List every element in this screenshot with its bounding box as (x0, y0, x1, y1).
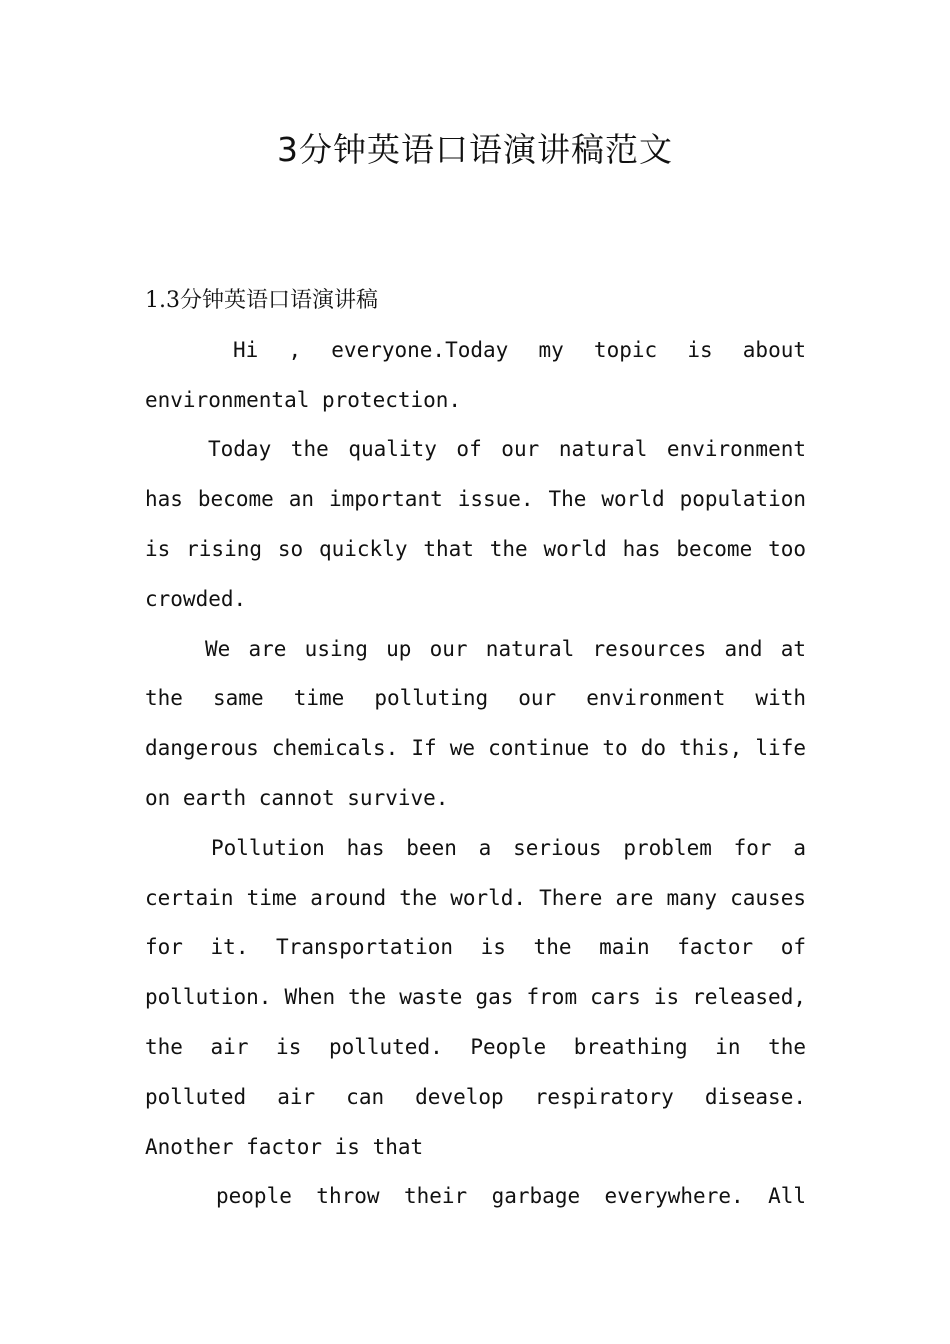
paragraph-pollution-causes: Pollution has been a serious problem for a certain time around the world. There are many causes for it. Transportation is the main factor of pollution. When the waste gas from cars is released, the air is polluted. People breathing in the polluted air can develop respiratory disease. Another factor is that (145, 835, 806, 1159)
paragraph-garbage: people throw their garbage everywhere. All (216, 1184, 806, 1209)
paragraph-greeting: Hi , everyone.Today my topic is about environmental protection. (145, 337, 806, 412)
document-body (145, 276, 806, 1222)
paragraph-environment-quality: Today the quality of our natural environment has become an important issue. The world population is rising so quickly that the world has become too crowded. (145, 437, 806, 611)
section-heading: 1.3分钟英语口语演讲稿 (145, 288, 378, 313)
paragraph-natural-resources: We are using up our natural resources and at the same time polluting our environment with dangerous chemicals. If we continue to do this, life on earth cannot survive. (145, 636, 806, 810)
page-title: 3分钟英语口语演讲稿范文 (277, 130, 673, 169)
